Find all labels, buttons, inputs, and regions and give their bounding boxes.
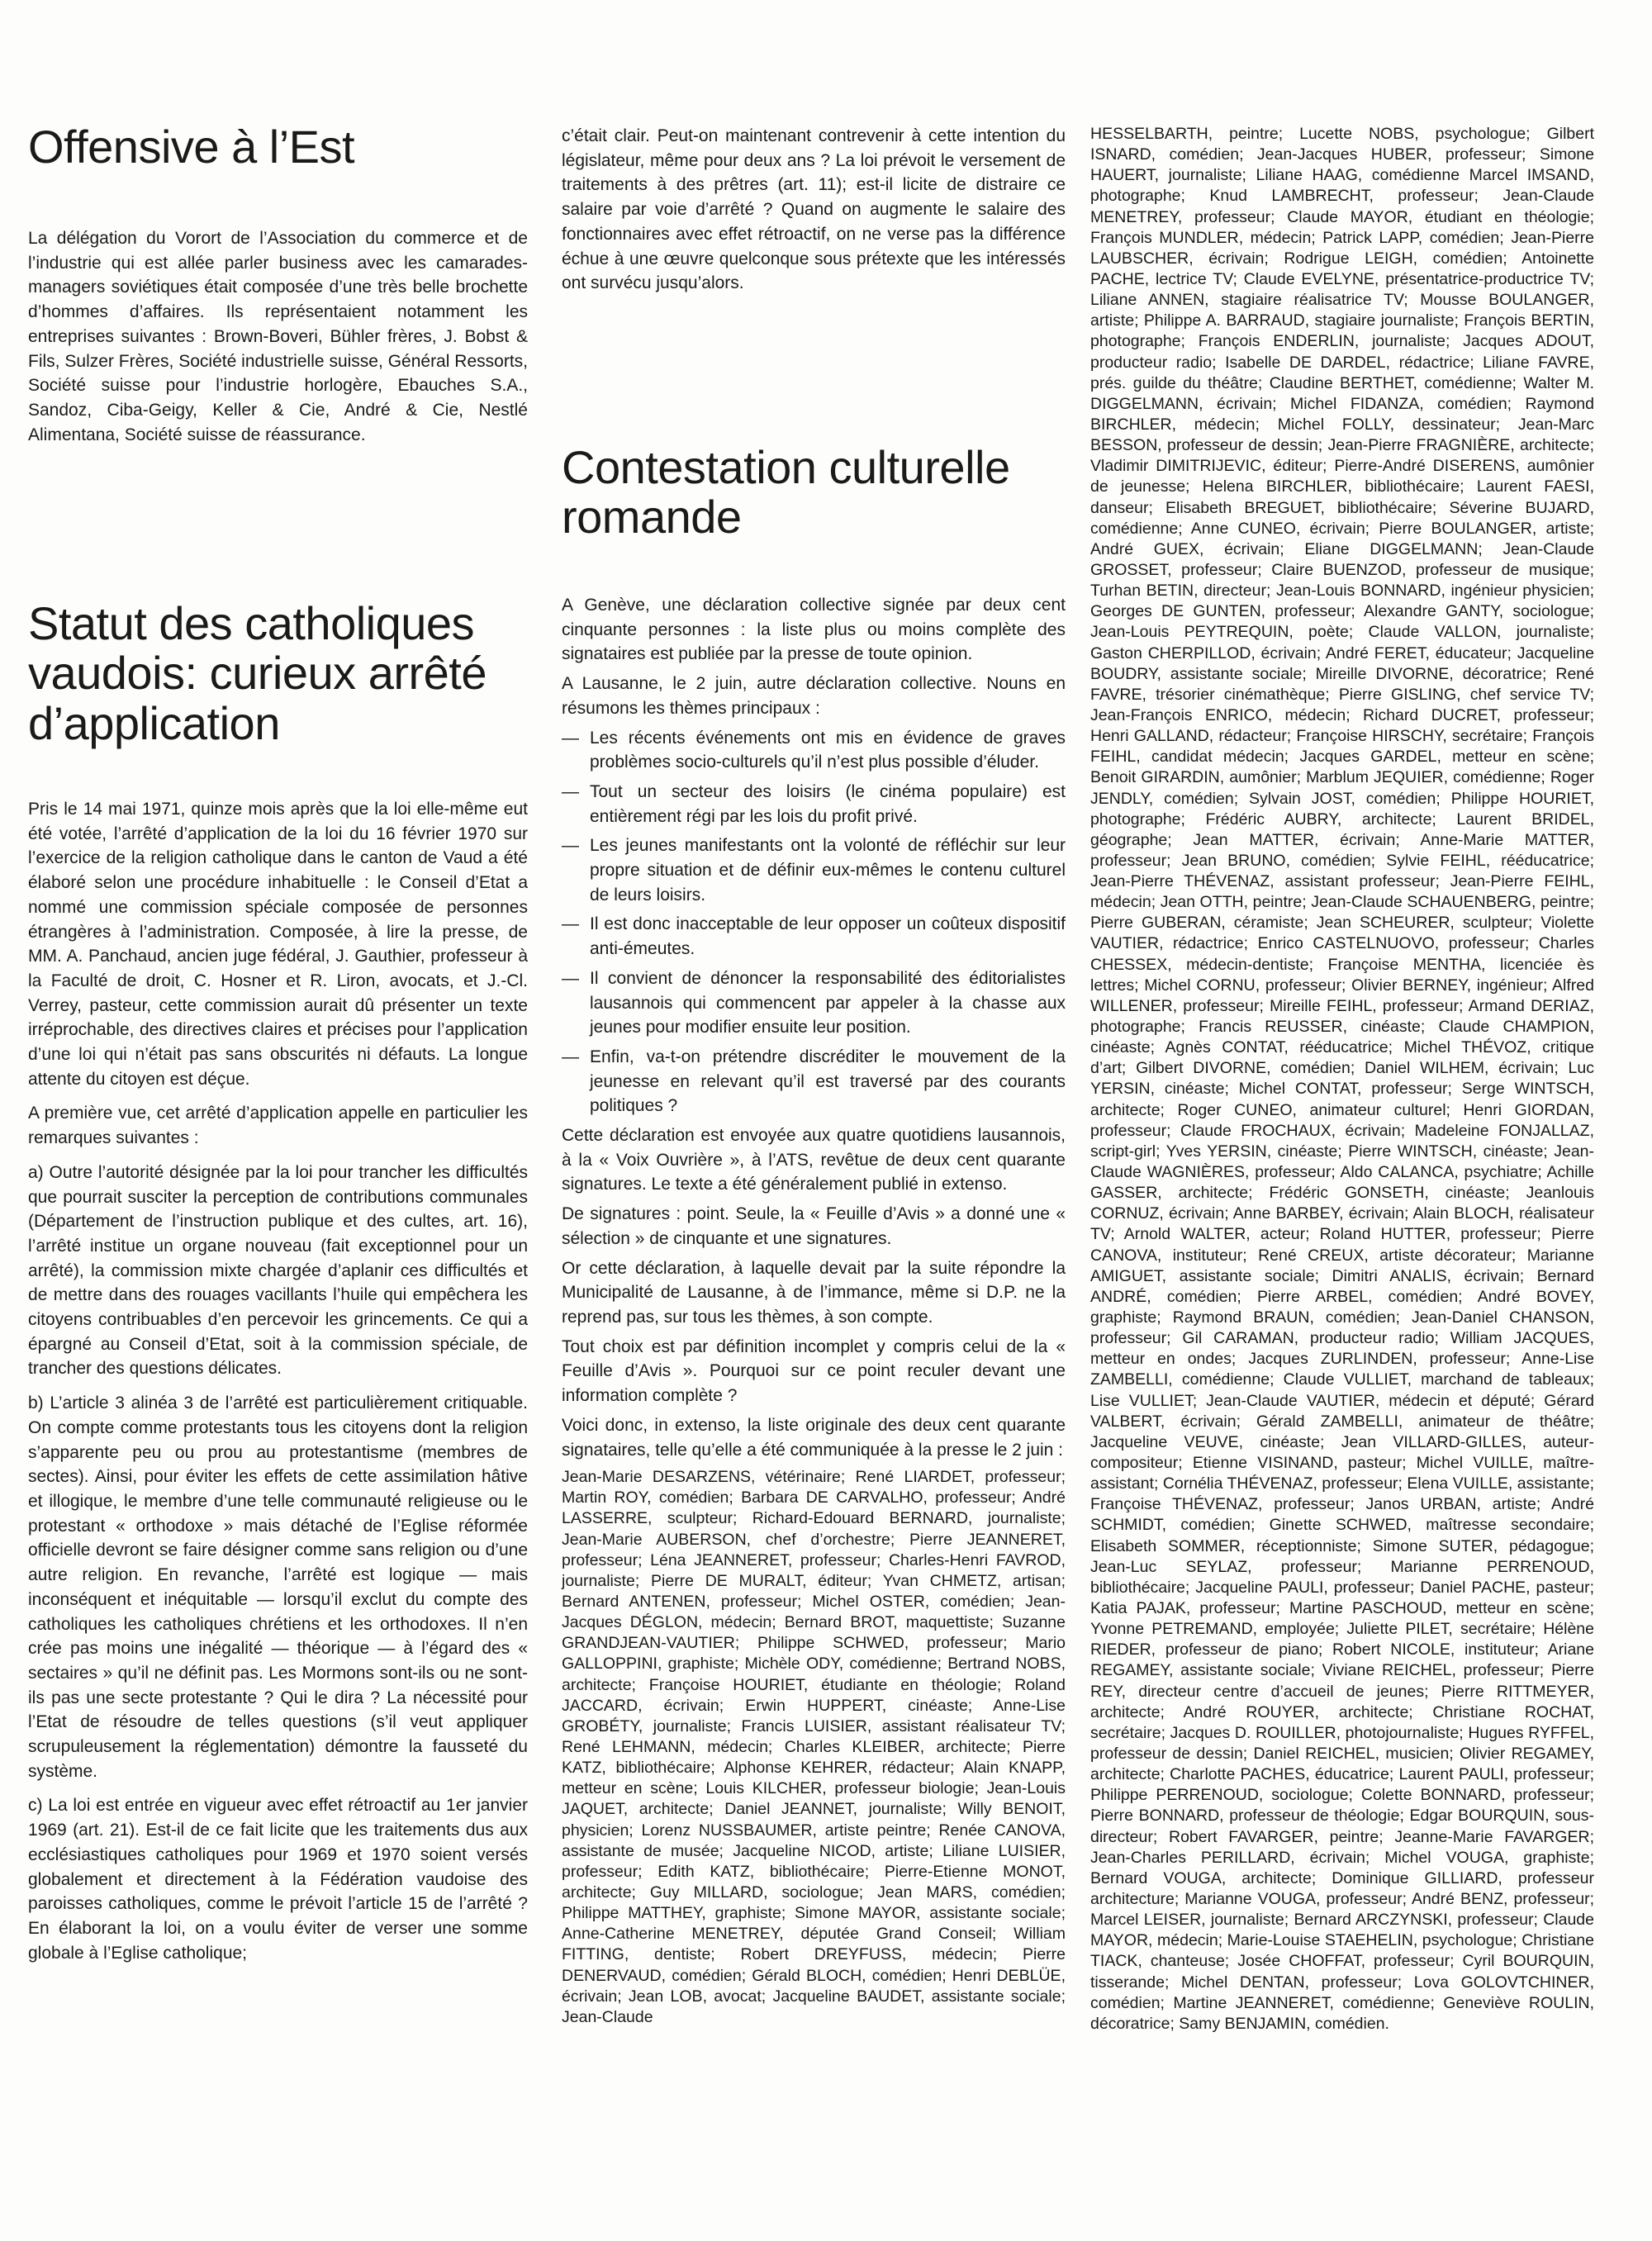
statut-paragraph-1: Pris le 14 mai 1971, quinze mois après que la loi elle-même eut été votée, l’arrêté d’application de la loi du 16 février 1970 sur l’exercice de la religion catholique dans le canton de Vaud a été élaboré selon une procédure inhabituelle : le Conseil d’Etat a nommé une commission spéciale composée de personnes étrangères à l’administration. Composée, à lire la presse, de MM. A. Panchaud, ancien juge fédéral, J. Gauthier, professeur à la Faculté de droit, C. Hosner et R. Liron, avocats, et J.-Cl. Verrey, pasteur, cette commission aurait dû présenter un texte irréprochable, des directives claires et précises pour l’application d’une loi qui n’était pas sans obscurités ni défauts. La longue attente du citoyen est déçue. [28,800,528,1089]
contestation-paragraph-3: Cette déclaration est envoyée aux quatre quotidiens lausannois, à la « Voix Ouvrière », à l’ATS, revêtue de deux cent quarante signatures. Le texte a été généralement publié in extenso. [562,1126,1066,1194]
statut-paragraph-2: A première vue, cet arrêté d’application appelle en particulier les remarques suivantes : [28,1104,528,1148]
contestation-paragraph-2: A Lausanne, le 2 juin, autre déclaration collective. Nouns en résumons les thèmes principaux : [562,674,1066,718]
offensive-text: La délégation du Vorort de l’Association du commerce et de l’industrie qui est allée parler business avec les camarades-managers soviétiques était composée d’une très belle brochette d’hommes d’affaires. Ils représentaient notamment les entreprises suivantes : Brown-Boveri, Bühler frères, J. Bobst & Fils, Sulzer Frères, Société industrielle suisse, Général Ressorts, Société suisse pour l’industrie horlogère, Ebauches S.A., Sandoz, Ciba-Geigy, Keller & Cie, André & Cie, Nestlé Alimentana, Société suisse de réassurance. [28,229,528,444]
contestation-paragraph-4: De signatures : point. Seule, la « Feuille d’Avis » a donné une « sélection » de cinquante et une signatures. [562,1204,1066,1248]
themes-list [562,726,1066,1119]
offensive-title: Offensive à l’Est [28,121,355,173]
theme-item: — Les jeunes manifestants ont la volonté de réfléchir sur leur propre situation et de définir eux-mêmes le contenu culturel de leurs loisirs. [562,833,1066,907]
statut-title: Statut des catholiques vaudois: curieux arrêté d’application [28,597,487,749]
theme-item: — Il est donc inacceptable de leur opposer un coûteux dispositif anti-émeutes. [562,912,1066,961]
contestation-body [562,593,1066,2028]
theme-item: — Les récents événements ont mis en évidence de graves problèmes socio-culturels qu’il n’est plus possible d’éluder. [562,726,1066,775]
statut-paragraph-b: b) L’article 3 alinéa 3 de l’arrêté est particulièrement critiquable. On compte comme protestants tous les citoyens dont la religion s’apparente peu ou prou au protestantisme (membres de sectes). Ainsi, pour éviter les effets de cette assimilation hâtive et illogique, le membre d’une telle communauté religieuse ou le protestant « orthodoxe » mais détaché de l’Eglise réformée officielle devront se faire désigner comme sans religion ou d’une autre religion. En revanche, l’arrêté est logique — mais inconséquent et inéquitable — lorsqu’il exclut du compte des catholiques les catholiques chrétiens et les orthodoxes. Il n’en crée pas moins une inégalité — théorique — à l’égard des « sectaires » qu’il ne définit pas. Les Mormons sont-ils ou ne sont-ils pas une secte protestante ? Qui le dira ? La nécessité pour l’Etat de résoudre de telles questions (s’il veut appliquer scrupuleusement la réglementation) démontre la fausseté du système. [28,1394,528,1781]
contestation-paragraph-5: Or cette déclaration, à laquelle devait par la suite répondre la Municipalité de Lausanne, à de l’immance, même si D.P. ne la reprend pas, sur tous les thèmes, à son compte. [562,1258,1066,1327]
contestation-title: Contestation culturelle romande [562,441,1010,544]
theme-item: — Il convient de dénoncer la responsabilité des éditorialistes lausannois qui commencent par appeler à la chasse aux jeunes pour modifier ensuite leur position. [562,966,1066,1040]
signatories-list: Jean-Marie DESARZENS, vétérinaire; René LIARDET, professeur; Martin ROY, comédien; Barbara DE CARVALHO, professeur; André LASSERRE, sculpteur; Richard-Edouard BERNARD, journaliste; Jean-Marie AUBERSON, chef d’orchestre; Pierre JEANNERET, professeur; Léna JEANNERET, professeur; Charles-Henri FAVROD, journaliste; Pierre DE MURALT, éditeur; Yvan CHMETZ, artisan; Bernard ANTENEN, professeur; Michel OSTER, comédien; Jean-Jacques DÉGLON, médecin; Bernard BROT, maquettiste; Suzanne GRANDJEAN-VAUTIER; Philippe SCHWED, professeur; Mario GALLOPPINI, graphiste; Michèle ODY, comédienne; Bertrand NOBS, architecte; Françoise HOURIET, étudiante en théologie; Roland JACCARD, écrivain; Erwin HUPPERT, cinéaste; Anne-Lise GROBÉTY, journaliste; Francis LUISIER, assistant réalisateur TV; René LEHMANN, médecin; Charles KLEIBER, architecte; Pierre KATZ, bibliothécaire; Alphonse KEHRER, rédacteur; Alain KNAPP, metteur en scène; Louis KILCHER, professeur biologie; Jean-Louis JAQUET, architecte; Daniel JEANNET, journaliste; Willy BENOIT, physicien; Lorenz NUSSBAUMER, artiste peintre; Renée CANOVA, assistante de musée; Jacqueline NICOD, artiste; Liliane LUISIER, professeur; Edith KATZ, bibliothécaire; Pierre-Etienne MONOT, architecte; Guy MILLARD, sociologue; Jean MARS, comédien; Philippe MATTHEY, graphiste; Simone MAYOR, assistante sociale; Anne-Catherine MENETREY, députée Grand Conseil; William FITTING, dentiste; Robert DREYFUSS, médecin; Pierre DENERVAUD, comédien; Gérald BLOCH, comédien; Henri DEBLÜE, écrivain; Jean LOB, avocat; Jacqueline BAUDET, assistante sociale; Jean-Claude [562,1468,1066,2026]
contestation-paragraph-6: Tout choix est par définition incomplet y compris celui de la « Feuille d’Avis ». Pourquoi sur ce point reculer devant une information complète ? [562,1337,1066,1406]
contestation-paragraph-7: Voici donc, in extenso, la liste originale des deux cent quarante signataires, telle qu’elle a été communiquée à la presse le 2 juin : [562,1415,1066,1460]
signatories-list-continued: HESSELBARTH, peintre; Lucette NOBS, psychologue; Gilbert ISNARD, comédien; Jean-Jacques HUBER, professeur; Simone HAUERT, journaliste; Liliane HAAG, comédienne Marcel IMSAND, photographe; Knud LAMBRECHT, professeur; Jean-Claude MENETREY, professeur; Claude MAYOR, étudiant en théologie; François MUNDLER, médecin; Patrick LAPP, comédien; Jean-Pierre LAUBSCHER, écrivain; Rodrigue LEIGH, comédien; Antoinette PACHE, lectrice TV; Claude EVELYNE, présentatrice-productrice TV; Liliane ANNEN, stagiaire réalisatrice TV; Mousse BOULANGER, artiste; Philippe A. BARRAUD, stagiaire journaliste; François BERTIN, photographe; François ENDERLIN, journaliste; Jacques ADOUT, producteur radio; Isabelle DE DARDEL, rédactrice; Liliane FAVRE, prés. guilde du théâtre; Claudine BERTHET, comédienne; Walter M. DIGGELMANN, écrivain; Michel FIDANZA, comédien; Raymond BIRCHLER, médecin; Michel FOLLY, dessinateur; Jean-Marc BESSON, professeur de dessin; Jean-Pierre FRAGNIÈRE, architecte; Vladimir DIMITRIJEVIC, éditeur; Pierre-André DISERENS, aumônier de jeunesse; Helena BIRCHLER, bibliothécaire; Laurent FAESI, danseur; Elisabeth BREGUET, bibliothécaire; Séverine BUJARD, comédienne; Anne CUNEO, écrivain; Pierre BOULANGER, artiste; André GUEX, écrivain; Eliane DIGGELMANN; Jean-Claude GROSSET, professeur; Claire BUENZOD, professeur de musique; Turhan BETIN, directeur; Jean-Louis BONNARD, ingénieur physicien; Georges DE GUNTEN, professeur; Alexandre GANTY, sociologue; Jean-Louis PEYTREQUIN, poète; Claude VALLON, journaliste; Gaston CHERPILLOD, écrivain; André FERET, éducateur; Jacqueline BOUDRY, assistante sociale; Mireille DIVORNE, décoratrice; René FAVRE, trésorier cinémathèque; Pierre GISLING, chef service TV; Jean-François ENRICO, médecin; Richard DUCRET, professeur; Henri GALLAND, rédacteur; Françoise HIRSCHY, secrétaire; François FEIHL, candidat médecin; Jacques GARDEL, metteur en scène; Benoit GIRARDIN, aumônier; Marblum JEQUIER, comédienne; Roger JENDLY, comédien; Sylvain JOST, comédien; Philippe HOURIET, photographe; Frédéric AUBRY, architecte; Laurent BRIDEL, géographe; Jean MATTER, écrivain; Anne-Marie MATTER, professeur; Jean BRUNO, comédien; Sylvie FEIHL, rééducatrice; Jean-Pierre THÉVENAZ, assistant professeur; Jean-Pierre FEIHL, médecin; Jean OTTH, peintre; Jean-Claude SCHAUENBERG, peintre; Pierre GUBERAN, céramiste; Jean SCHEURER, sculpteur; Violette VAUTIER, rédactrice; Enrico CASTELNUOVO, professeur; Charles CHESSEX, médecin-dentiste; Françoise MENTHA, licenciée ès lettres; Michel CORNU, professeur; Olivier BERNEY, ingénieur; Alfred WILLENER, professeur; Mireille FEIHL, professeur; Armand DERIAZ, photographe; Francis REUSSER, cinéaste; Claude CHAMPION, cinéaste; Agnès CONTAT, rééducatrice; Michel THÉVOZ, critique d’art; Gilbert DIVORNE, comédien; Daniel WILHEM, écrivain; Luc YERSIN, cinéaste; Michel CONTAT, professeur; Serge WINTSCH, architecte; Roger CUNEO, animateur culturel; Henri GIORDAN, professeur; Claude FROCHAUX, écrivain; Madeleine FONJALLAZ, script-girl; Yves YERSIN, cinéaste; Pierre WINTSCH, cinéaste; Jean-Claude WAGNIÈRES, professeur; Aldo CALANCA, psychiatre; Achille GASSER, architecte; Frédéric GONSETH, cinéaste; Jeanlouis CORNUZ, écrivain; Anne BARBEY, écrivain; Alain BLOCH, réalisateur TV; Arnold WALTER, acteur; Roland HUTTER, professeur; Pierre CANOVA, instituteur; René CREUX, artiste décorateur; Marianne AMIGUET, assistante sociale; Dimitri ANALIS, écrivain; Bernard ANDRÉ, comédien; Pierre ARBEL, comédien; André BOVEY, graphiste; Raymond BRAUN, comédien; Jean-Daniel CHANSON, professeur; Gil CARAMAN, producteur radio; William JACQUES, metteur en ondes; Jacques ZURLINDEN, professeur; Anne-Lise ZAMBELLI, comédienne; Claude VULLIET, marchand de tableaux; Lise VULLIET; Jean-Claude VAUTIER, médecin et député; Gérard VALBERT, écrivain; Gérald ZAMBELLI, animateur de théâtre; Jacqueline VEUVE, cinéaste; Jean VILLARD-GILLES, auteur-compositeur; Etienne VISINAND, pasteur; Michel VUILLE, maître-assistant; Cornélia THÉVENAZ, professeur; Elena VUILLE, assistante; Françoise THÉVENAZ, professeur; Janos URBAN, artiste; André SCHMIDT, comédien; Ginette SCHWED, maîtresse secondaire; Elisabeth SOMMER, réceptionniste; Simone SUTER, pédagogue; Jean-Luc SEYLAZ, professeur; Marianne PERRENOUD, bibliothécaire; Jacqueline PAULI, professeur; Daniel PACHE, pasteur; Katia PAJAK, professeur; Martine PASCHOUD, metteur en scène; Yvonne PETREMAND, employée; Juliette PILET, secrétaire; Hélène RIEDER, professeur de piano; Robert NICOLE, instituteur; Ariane REGAMEY, assistante sociale; Viviane REICHEL, professeur; Pierre REY, directeur centre d’accueil de jeunes; Pierre RITTMEYER, architecte; André ROUYER, architecte; Christiane ROCHAT, secrétaire; Jacques D. ROUILLER, photojournaliste; Hugues RYFFEL, professeur de dessin; Daniel REICHEL, musicien; Olivier REGAMEY, architecte; Charlotte PACHES, éducatrice; Laurent PAULI, professeur; Philippe PERRENOUD, sociologue; Colette BONNARD, professeur; Pierre BONNARD, professeur de théologie; Edgar BOURQUIN, sous-directeur; Robert FAVARGER, peintre; Jeanne-Marie FAVARGER; Jean-Charles PERILLARD, écrivain; Michel VOUGA, graphiste; Bernard VOUGA, architecte; Dominique GILLIARD, professeur architecture; Marianne VOUGA, professeur; André BENZ, professeur; Marcel LEISER, journaliste; Bernard ARCZYNSKI, professeur; Claude MAYOR, médecin; Marie-Louise STAEHELIN, psychologue; Christiane TIACK, chanteuse; Josée CHOFFAT, professeur; Cyril BOURQUIN, tisserande; Michel DENTAN, professeur; Lova GOLOVTCHINER, comédien; Martine JEANNERET, comédienne; Geneviève ROULIN, décoratrice; Samy BENJAMIN, comédien. [1090,125,1594,2033]
statut-paragraph-a: a) Outre l’autorité désignée par la loi pour trancher les difficultés que pourrait susciter la perception de contributions communales (Département de l’instruction publique et des cultes, art. 16), l’arrêté institue un organe nouveau (fait exceptionnel pour un arrêté), la commission mixte chargée d’aplanir ces difficultés et de mettre dans des rouages vacillants l’huile qui empêchera les citoyens contribuables d’en percevoir les grincements. Ce qui a épargné au Conseil d’Etat, soit à la commission spéciale, de trancher des questions délicates. [28,1162,528,1379]
theme-item: — Tout un secteur des loisirs (le cinéma populaire) est entièrement régi par les lois du profit privé. [562,780,1066,829]
statut-continuation: c’était clair. Peut-on maintenant contrevenir à cette intention du législateur, même pour deux ans ? La loi prévoit le versement de traitements à des prêtres (art. 11); est-il licite de distraire ce salaire par voie d’arrêté ? Quand on augmente le salaire des fonctionnaires avec effet rétroactif, on ne verse pas la différence échue à une œuvre quelconque sous prétexte que les intéressés ont survécu jusqu’alors. [562,126,1066,293]
contestation-paragraph-1: A Genève, une déclaration collective signée par deux cent cinquante personnes : la liste plus ou moins complète des signataires est publiée par la presse de toute opinion. [562,596,1066,664]
statut-paragraph-c: c) La loi est entrée en vigueur avec effet rétroactif au 1er janvier 1969 (art. 21). Est-il de ce fait licite que les traitements dus aux ecclésiastiques catholiques pour 1969 et 1970 soient versés globalement et directement à la Fédération vaudoise des paroisses catholiques, comme le prévoit l’article 15 de l’arrêté ? En élaborant la loi, on a voulu éviter de verser une somme globale à l’Eglise catholique; [28,1796,528,1963]
statut-body [28,797,528,1965]
theme-item: — Enfin, va-t-on prétendre discréditer le mouvement de la jeunesse en relevant qu’il est traversé par des courants politiques ? [562,1045,1066,1118]
